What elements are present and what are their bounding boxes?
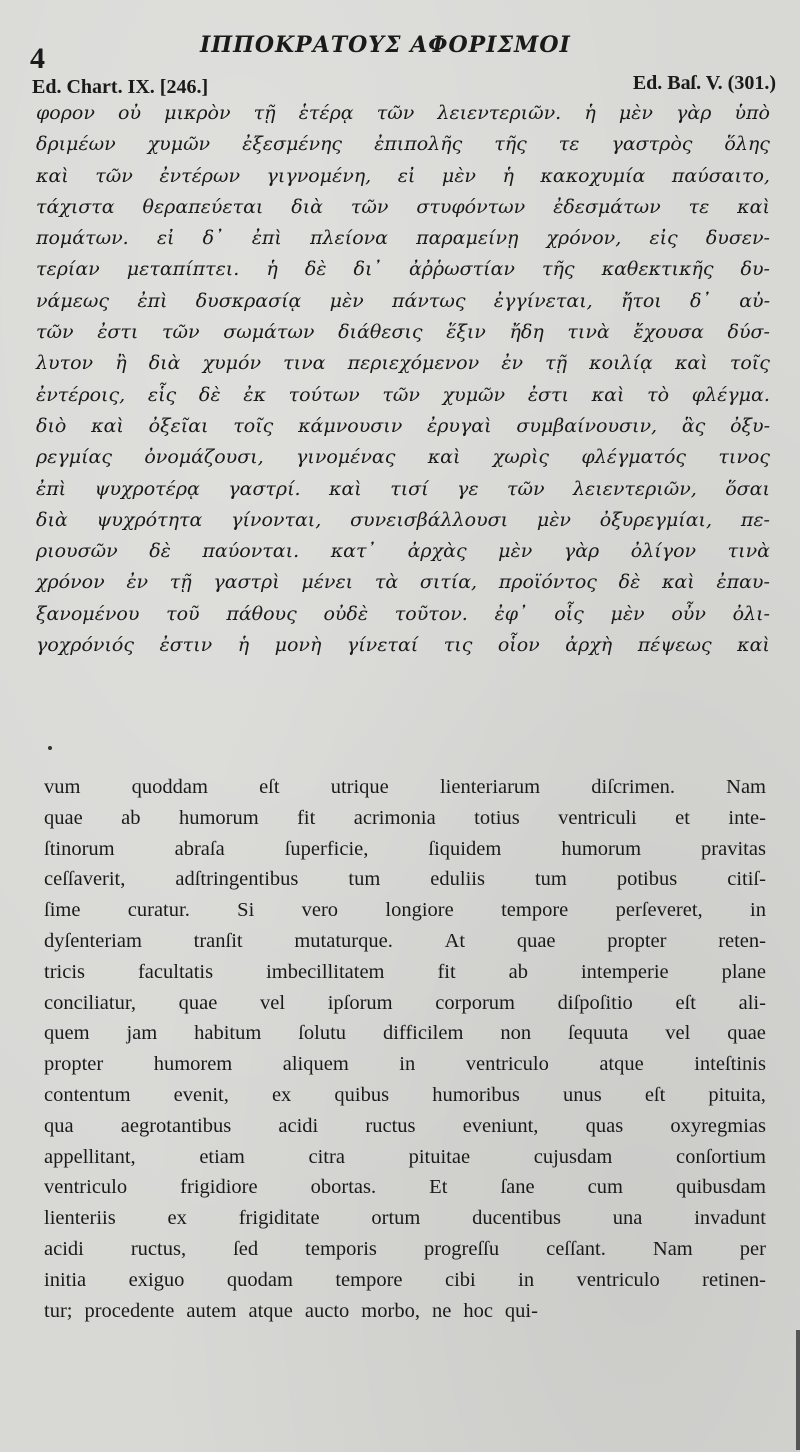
latin-text-line: acidi ructus, ſed temporis progreſſu ceſſant. Nam per: [44, 1237, 766, 1260]
page-edge-shadow: [796, 1330, 800, 1450]
greek-text-line: πομάτων. εἰ δ᾽ ἐπὶ πλείονα παραμείνῃ χρόνον, εἰς δυσεν-: [36, 227, 770, 250]
latin-text-line: propter humorem aliquem in ventriculo atque inteſtinis: [44, 1053, 766, 1076]
latin-text-block: [44, 772, 766, 1326]
latin-text-line: quae ab humorum fit acrimonia totius ventriculi et inte-: [44, 806, 766, 829]
latin-text-line: dyſenteriam tranſit mutaturque. At quae propter reten-: [44, 929, 766, 952]
latin-text-line: qua aegrotantibus acidi ructus eveniunt, quas oxyregmias: [44, 1114, 766, 1137]
greek-text-line: τάχιστα θεραπεύεται διὰ τῶν στυφόντων ἐδεσμάτων τε καὶ: [36, 195, 770, 218]
latin-text-line: lienteriis ex frigiditate ortum ducentibus una invadunt: [44, 1207, 766, 1230]
edition-reference-left: Ed. Chart. IX. [246.]: [32, 76, 209, 98]
greek-text-block: [36, 98, 770, 661]
latin-text-line: conciliatur, quae vel ipſorum corporum diſpoſitio eſt ali-: [44, 991, 766, 1014]
latin-text-line: appellitant, etiam citra pituitae cujusdam conſortium: [44, 1145, 766, 1168]
latin-text-line: ſime curatur. Si vero longiore tempore perſeveret, in: [44, 899, 766, 922]
greek-text-line: γοχρόνιός ἐστιν ἡ μονὴ γίνεταί τις οἷον ἀρχὴ πέψεως καὶ: [36, 634, 770, 657]
greek-text-line: ἐπὶ ψυχροτέρᾳ γαστρί. καὶ τισί γε τῶν λειεντεριῶν, ὅσαι: [36, 477, 770, 500]
greek-text-line: διὰ ψυχρότητα γίνονται, συνεισβάλλουσι μὲν ὀξυρεγμίαι, πε-: [36, 508, 770, 531]
latin-text-line: vum quoddam eſt utrique lienteriarum diſcrimen. Nam: [44, 776, 766, 798]
greek-text-line: χρόνον ἐν τῇ γαστρὶ μένει τὰ σιτία, προϊόντος δὲ καὶ ἐπαυ-: [36, 571, 770, 594]
latin-text-line: ventriculo frigidiore obortas. Et ſane cum quibusdam: [44, 1176, 766, 1199]
greek-text-line: τῶν ἐστι τῶν σωμάτων διάθεσις ἕξιν ἤδη τινὰ ἔχουσα δύσ-: [36, 321, 770, 344]
latin-text-line: contentum evenit, ex quibus humoribus unus eſt pituita,: [44, 1083, 766, 1106]
running-title: ΙΠΠΟΚΡΑΤΟΥΣ ΑΦΟΡΙΣΜΟΙ: [200, 32, 571, 58]
greek-text-line: φορον οὐ μικρὸν τῇ ἑτέρᾳ τῶν λειεντεριῶν. ἡ μὲν γὰρ ὑπὸ: [36, 102, 770, 124]
greek-text-line: καὶ τῶν ἐντέρων γιγνομένη, εἰ μὲν ἡ κακοχυμία παύσαιτο,: [36, 164, 770, 187]
greek-text-line: διὸ καὶ ὀξεῖαι τοῖς κάμνουσιν ἐρυγαὶ συμβαίνουσιν, ἃς ὀξυ-: [36, 414, 770, 437]
latin-text-line: initia exiguo quodam tempore cibi in ventriculo retinen-: [44, 1268, 766, 1291]
latin-text-line: tricis facultatis imbecillitatem fit ab intemperie plane: [44, 960, 766, 983]
greek-text-line: ριουσῶν δὲ παύονται. κατ᾽ ἀρχὰς μὲν γὰρ ὀλίγον τινὰ: [36, 540, 770, 563]
greek-text-line: τερίαν μεταπίπτει. ἡ δὲ δι᾽ ἀῤῥωστίαν τῆς καθεκτικῆς δυ-: [36, 258, 770, 281]
greek-text-line: νάμεως ἐπὶ δυσκρασίᾳ μὲν πάντως ἐγγίνεται, ἤτοι δ᾽ αὐ-: [36, 289, 770, 312]
latin-text-line: quem jam habitum ſolutu difficilem non ſequuta vel quae: [44, 1022, 766, 1045]
latin-text-line: tur; procedente autem atque aucto morbo, ne hoc qui-: [44, 1299, 538, 1322]
greek-text-line: ρεγμίας ὀνομάζουσι, γινομένας καὶ χωρὶς φλέγματός τινος: [36, 446, 770, 469]
latin-text-line: ceſſaverit, adſtringentibus tum eduliis tum potibus citiſ-: [44, 868, 766, 891]
greek-text-line: ξανομένου τοῦ πάθους οὐδὲ τοῦτον. ἐφ᾽ οἷς μὲν οὖν ὀλι-: [36, 602, 770, 625]
greek-text-line: δριμέων χυμῶν ἐξεσμένης ἐπιπολῆς τῆς τε γαστρὸς ὅλης: [36, 133, 770, 156]
margin-dot: [48, 746, 52, 750]
page-number: 4: [30, 42, 45, 75]
greek-text-line: λυτον ἢ διὰ χυμόν τινα περιεχόμενον ἐν τῇ κοιλίᾳ καὶ τοῖς: [36, 352, 770, 375]
latin-text-line: ſtinorum abraſa ſuperficie, ſiquidem humorum pravitas: [44, 837, 766, 860]
edition-reference-right: Ed. Baſ. V. (301.): [632, 72, 776, 94]
greek-text-line: ἐντέροις, εἷς δὲ ἐκ τούτων τῶν χυμῶν ἐστι καὶ τὸ φλέγμα.: [36, 383, 770, 406]
